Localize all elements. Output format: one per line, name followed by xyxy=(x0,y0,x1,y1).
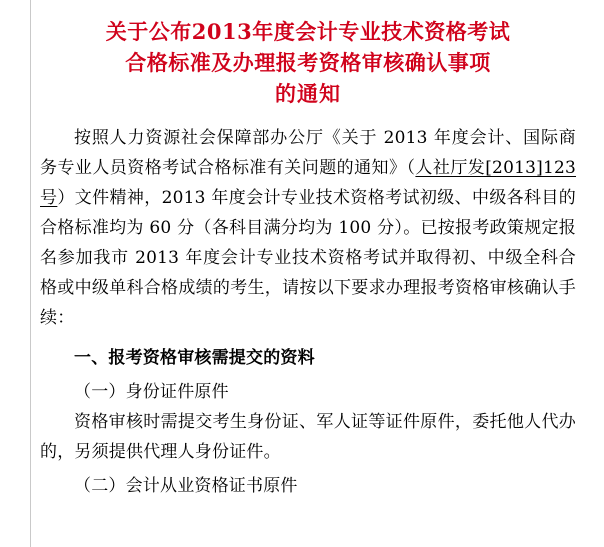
paragraph-intro xyxy=(40,123,576,333)
left-margin-rule xyxy=(30,0,31,547)
sub-item-1-paragraph: 资格审核时需提交考生身份证、军人证等证件原件，委托他人代办的，另须提供代理人身份证件。 xyxy=(40,412,576,462)
paragraph-intro-part-2: ）文件精神，2013 年度会计专业技术资格考试初级、中级各科目的合格标准均为 60 分（各科目满分均为 100 分）。已按报考政策规定报名参加我市 2013 年度会计专业技术资格考试并取得初、中级全科合格或中级单科合格成绩的考生，请按以下要求办理报考资格审核确认手续： xyxy=(40,188,576,328)
sub-item-1: （一）身份证件原件 xyxy=(74,382,229,402)
paragraph-intro-document-number: 人社厅发[2013]123号 xyxy=(40,158,577,208)
document-title xyxy=(40,16,576,109)
sub-item-2: （二）会计从业资格证书原件 xyxy=(74,476,298,496)
title-line-2: 合格标准及办理报考资格审核确认事项 xyxy=(125,50,491,75)
paragraph-intro-part-1: 按照人力资源社会保障部办公厅《关于 2013 年度会计、国际商务专业人员资格考试合格标准有关问题的通知》（ xyxy=(40,128,576,178)
document-body xyxy=(40,123,576,501)
section-heading-one: 一、报考资格审核需提交的资料 xyxy=(74,348,315,368)
title-line-1: 关于公布2013年度会计专业技术资格考试 xyxy=(105,19,511,44)
title-line-3: 的通知 xyxy=(275,81,341,106)
